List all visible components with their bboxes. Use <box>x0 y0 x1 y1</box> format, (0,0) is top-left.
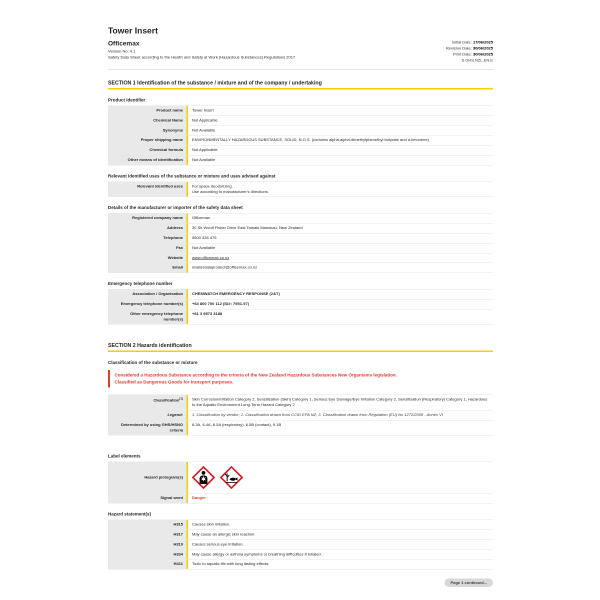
table-row <box>108 494 493 504</box>
row-value: Skin Corrosion/Irritation Category 2, Sensitisation (Skin) Category 1, Serious Eye Damage/Eye Irritation Category 2, Sensitisation (Respiratory) Category 1, Hazardous to the Aquatic Environment Long-Term Hazard Category 2 <box>192 397 488 408</box>
row-label: Proper shipping name <box>108 136 188 145</box>
row-value: +64 800 700 112 (ID#: 7951-97) <box>192 301 250 306</box>
label-elements-table <box>108 462 493 504</box>
use-line: Use according to manufacturer's directions. <box>192 189 269 194</box>
row-value: +61 3 9573 3188 <box>192 311 223 316</box>
table-row <box>108 155 493 165</box>
signal-word-value: Danger <box>192 495 206 501</box>
page-continued-badge: Page 1 continued... <box>445 579 493 588</box>
row-value: Not Available <box>192 157 216 162</box>
table-row <box>108 106 493 116</box>
product-identifier-heading: Product Identifier <box>108 97 146 103</box>
row-label: Address <box>108 224 188 233</box>
initial-date-value: 17/06/2025 <box>472 40 493 45</box>
page-title: Tower Insert <box>108 26 158 36</box>
row-label: Emergency telephone number(s) <box>108 299 188 308</box>
row-label: Chemical formula <box>108 146 188 155</box>
hazard-code: H411 <box>108 560 188 569</box>
table-row <box>108 420 493 435</box>
table-row <box>108 395 493 410</box>
print-date-label: Print Date: <box>452 52 473 57</box>
header-meta <box>108 40 493 64</box>
row-label: Relevant identified uses <box>108 182 188 197</box>
hazard-text: Causes serious eye irritation. <box>192 541 244 547</box>
row-label: Signal word <box>108 494 188 503</box>
row-label: Hazard pictogram(s) <box>108 462 188 493</box>
sds-code: S.GHS.NZL.EN.E <box>461 58 493 63</box>
header-divider <box>108 70 493 71</box>
classification-superscript: [1] <box>179 397 183 401</box>
table-row <box>108 182 493 197</box>
hazard-code: H315 <box>108 520 188 529</box>
hazard-text: May cause an allergic skin reaction. <box>192 531 256 537</box>
sds-page <box>108 26 493 587</box>
table-row <box>108 214 493 224</box>
warning-line: Classified as Dangerous Goods for transport purposes. <box>114 379 234 385</box>
row-label: Email <box>108 263 188 272</box>
product-identifier-table <box>108 106 493 166</box>
relevant-uses-table <box>108 181 493 197</box>
table-row <box>108 299 493 309</box>
page-footer <box>108 579 493 588</box>
ghs-health-hazard-icon <box>192 466 215 489</box>
row-value <box>188 253 493 262</box>
table-row <box>108 530 493 540</box>
row-value: Not Available <box>192 245 216 250</box>
row-value: CHEMWATCH EMERGENCY RESPONSE (24/7) <box>192 291 280 297</box>
row-value: 30 Sir Woolf Fisher Drive East Tamaki Manukau, New Zealand <box>192 225 303 231</box>
table-row <box>108 116 493 126</box>
row-label: Chemical Name <box>108 116 188 125</box>
emergency-table <box>108 289 493 325</box>
classification-label: Classification <box>153 398 180 403</box>
row-label: Telephone <box>108 233 188 242</box>
table-row <box>108 520 493 530</box>
company-name: Officemax <box>108 39 140 47</box>
table-row <box>108 253 493 263</box>
classification-heading: Classification of the substance or mixture <box>108 360 198 366</box>
hazard-code: H319 <box>108 540 188 549</box>
table-row <box>108 540 493 550</box>
warning-line: Considered a Hazardous Substance according to the criteria of the New Zealand Hazardous Substances New Organisms legislation. <box>114 372 397 378</box>
revision-date-value: 30/06/2025 <box>472 46 493 51</box>
row-label: Registered company name <box>108 214 188 223</box>
hazard-warning-note <box>108 370 493 388</box>
row-value: Officemax <box>192 215 210 221</box>
row-label <box>108 395 188 410</box>
label-elements-heading: Label elements <box>108 453 141 459</box>
row-value <box>188 182 493 197</box>
table-row <box>108 462 493 494</box>
table-row <box>108 550 493 560</box>
initial-date-label: Initial Date: <box>451 40 473 45</box>
row-label: Determined by using GHS/HSNO criteria <box>108 420 188 435</box>
email-value: masterdataproduct@officemax.co.nz <box>192 265 258 270</box>
header-dates <box>446 40 493 64</box>
table-row <box>108 224 493 234</box>
table-row <box>108 243 493 253</box>
hazard-text: Toxic to aquatic life with long lasting effects. <box>192 561 270 567</box>
row-value: ENVIRONMENTALLY HAZARDOUS SUBSTANCE, SOLID, N.O.S. (contains alpha,alpha-dimethylphenethyl butyrate and d-limonene) <box>192 137 429 143</box>
emergency-heading: Emergency telephone number <box>108 281 173 287</box>
table-row <box>108 233 493 243</box>
hazard-statements-table <box>108 520 493 570</box>
hazard-code: H334 <box>108 550 188 559</box>
row-value: Not Available <box>192 127 216 133</box>
row-value: Not Applicable <box>192 117 218 123</box>
row-value: 6.3A, 6.4A, 6.5A (respiratory), 6.5B (contact), 9.1B <box>192 422 282 427</box>
relevant-uses-heading: Relevant identified uses of the substance or mixture and uses advised against <box>108 173 276 179</box>
table-row <box>108 136 493 146</box>
table-row <box>108 263 493 273</box>
hazard-code: H317 <box>108 530 188 539</box>
row-label: Other emergency telephone number(s) <box>108 309 188 324</box>
table-row <box>108 410 493 420</box>
row-label: Synonyms <box>108 126 188 135</box>
row-label: Other means of identification <box>108 155 188 164</box>
hazard-text: May cause allergy or asthma symptoms or breathing difficulties if inhaled. <box>192 551 322 557</box>
use-line: For space deodorizing. <box>192 183 233 189</box>
manufacturer-heading: Details of the manufacturer or importer of the safety data sheet <box>108 205 243 211</box>
pictogram-cell <box>188 462 493 493</box>
classification-table <box>108 395 493 436</box>
table-row <box>108 146 493 156</box>
hazard-statements-heading: Hazard statement(s) <box>108 511 152 517</box>
website-link[interactable]: www.officemax.co.nz <box>192 255 230 260</box>
table-row <box>108 126 493 136</box>
hazard-text: Causes skin irritation. <box>192 522 231 527</box>
section2-header: SECTION 2 Hazards identification <box>108 343 493 353</box>
row-label: Product name <box>108 106 188 115</box>
table-row <box>108 290 493 300</box>
ghs-environment-icon <box>220 466 243 489</box>
table-row <box>108 309 493 324</box>
row-label: Fax <box>108 243 188 252</box>
row-label: Legend: <box>108 410 188 419</box>
section1-header: SECTION 1 Identification of the substance / mixture and of the company / undertaking <box>108 80 493 90</box>
row-value: Not Applicable <box>192 147 218 153</box>
row-label: Website <box>108 253 188 262</box>
header-meta-left <box>108 40 295 61</box>
revision-date-label: Revision Date: <box>445 46 473 51</box>
row-value: 1. Classification by vendor; 2. Classification drawn from CCID EPA NZ; 3. Classification drawn from Regulation (EU) No 1272/2008 - Annex VI <box>192 412 443 417</box>
print-date-value: 30/06/2025 <box>472 52 493 57</box>
version-line: Version No: 4.1 <box>108 49 136 54</box>
row-label: Association / Organisation <box>108 290 188 299</box>
table-row <box>108 560 493 570</box>
manufacturer-table <box>108 213 493 273</box>
subtitle-line: Safety Data Sheet according to the Health and Safety at Work (Hazardous Substances) Regulations 2017 <box>108 55 296 60</box>
row-value: Tower Insert <box>192 108 214 113</box>
row-value: 0800 426 475 <box>192 235 217 240</box>
